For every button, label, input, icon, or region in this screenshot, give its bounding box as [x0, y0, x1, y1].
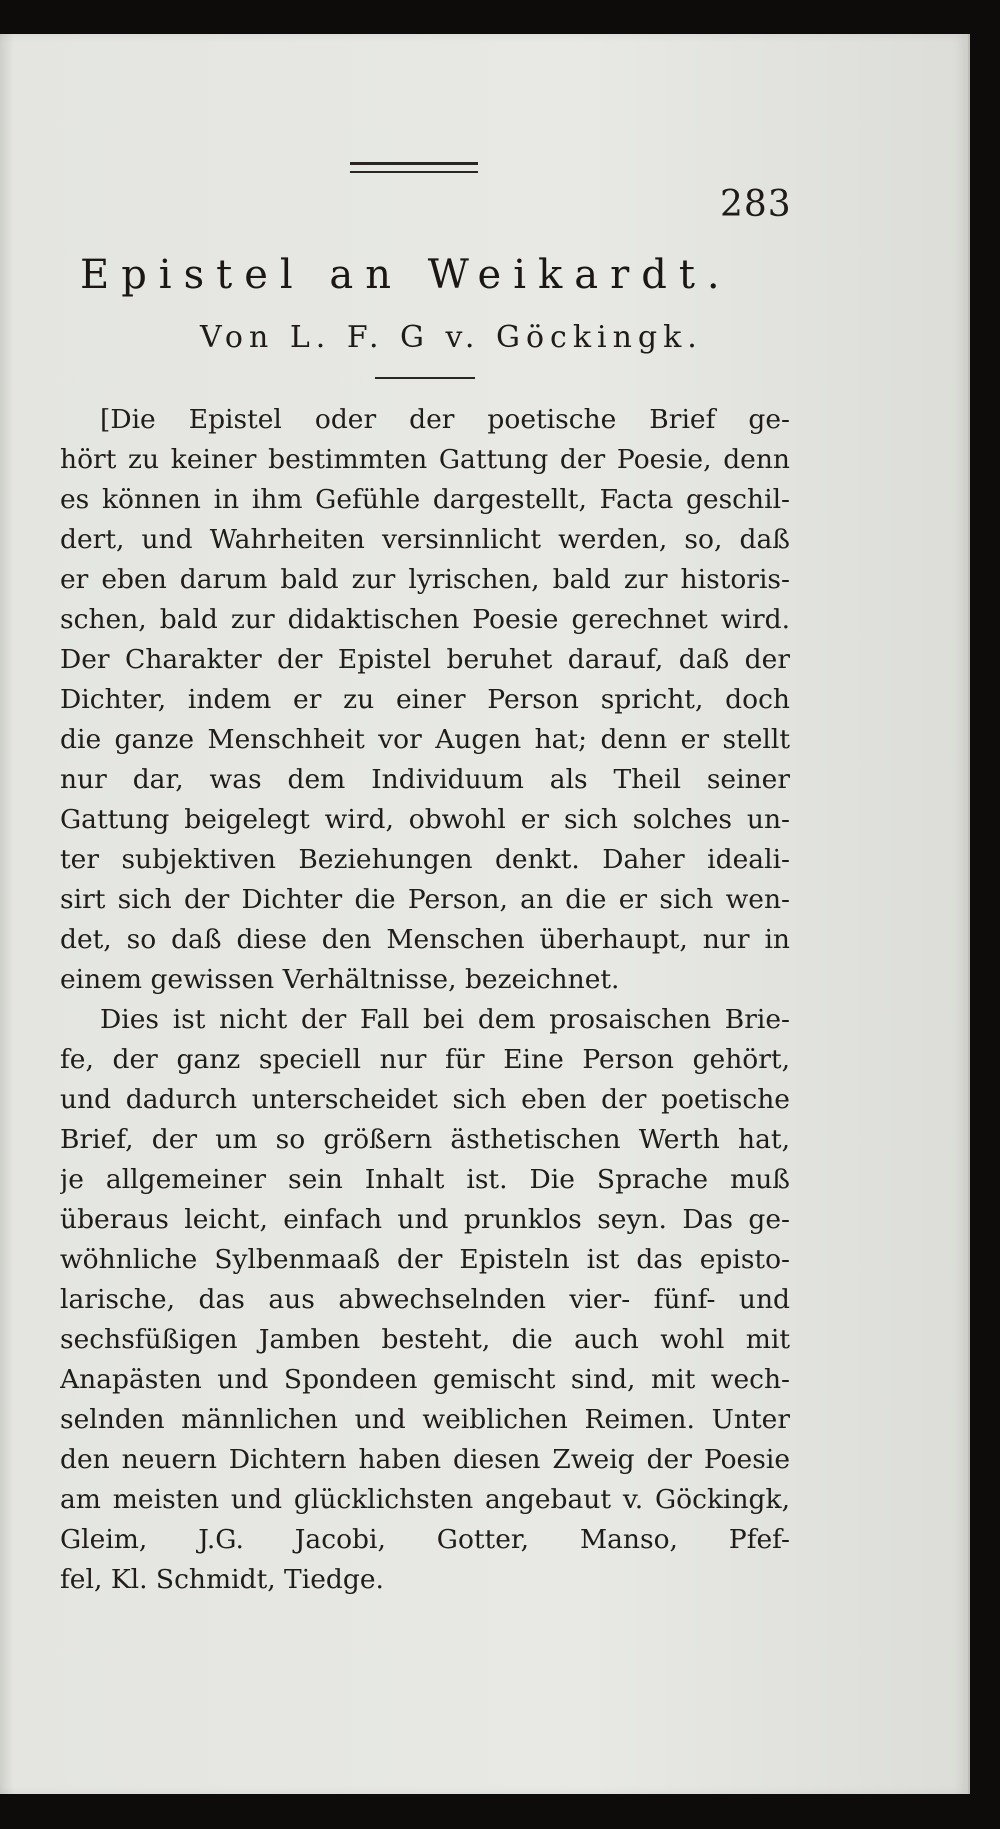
text-line: die ganze Menschheit vor Augen hat; denn er stellt [60, 724, 790, 755]
text-line: [Die Epistel oder der poetische Brief ge- [100, 404, 790, 435]
text-line: den neuern Dichtern haben diesen Zweig der Poesie [60, 1444, 790, 1475]
text-line: Gleim, J.G. Jacobi, Gotter, Manso, Pfef- [60, 1524, 790, 1555]
text-line: am meisten und glücklichsten angebaut v. Göckingk, [60, 1484, 790, 1515]
text-line: dert, und Wahrheiten versinnlicht werden, so, daß [60, 524, 790, 555]
text-line: Der Charakter der Epistel beruhet darauf, daß der [60, 644, 790, 675]
text-line: selnden männlichen und weiblichen Reimen. Unter [60, 1404, 790, 1435]
text-line: es können in ihm Gefühle dargestellt, Facta geschil- [60, 484, 790, 515]
text-line: schen, bald zur didaktischen Poesie gerechnet wird. [60, 604, 790, 635]
text-line: ter subjektiven Beziehungen denkt. Daher ideali- [60, 844, 790, 875]
text-line: fe, der ganz speciell nur für Eine Person gehört, [60, 1044, 790, 1075]
text-line: fel, Kl. Schmidt, Tiedge. [60, 1564, 384, 1595]
text-line: det, so daß diese den Menschen überhaupt, nur in [60, 924, 790, 955]
text-line: hört zu keiner bestimmten Gattung der Poesie, denn [60, 444, 790, 475]
text-line: Dies ist nicht der Fall bei dem prosaischen Brie- [100, 1004, 790, 1035]
text-line: nur dar, was dem Individuum als Theil seiner [60, 764, 790, 795]
ornamental-rule [350, 162, 478, 173]
text-line: larische, das aus abwechselnden vier- fünf- und [60, 1284, 790, 1315]
text-line: je allgemeiner sein Inhalt ist. Die Sprache muß [60, 1164, 790, 1195]
text-line: wöhnliche Sylbenmaaß der Episteln ist das episto- [60, 1244, 790, 1275]
book-page [0, 34, 970, 1794]
text-line: überaus leicht, einfach und prunklos seyn. Das ge- [60, 1204, 790, 1235]
author-byline: Von L. F. G v. Göckingk. [200, 320, 703, 355]
text-line: Dichter, indem er zu einer Person spricht, doch [60, 684, 790, 715]
text-line: sechsfüßigen Jamben besteht, die auch wohl mit [60, 1324, 790, 1355]
page-number: 283 [720, 184, 792, 225]
text-line: sirt sich der Dichter die Person, an die er sich wen- [60, 884, 790, 915]
text-line: Brief, der um so größern ästhetischen Werth hat, [60, 1124, 790, 1155]
divider [375, 377, 475, 379]
text-line: einem gewissen Verhältnisse, bezeichnet. [60, 964, 620, 995]
text-line: Anapästen und Spondeen gemischt sind, mit wech- [60, 1364, 790, 1395]
paragraph-2 [60, 1000, 790, 1600]
text-line: Gattung beigelegt wird, obwohl er sich solches un- [60, 804, 790, 835]
paragraph-1 [60, 400, 790, 1000]
page-title: Epistel an Weikardt. [80, 252, 732, 298]
text-line: und dadurch unterscheidet sich eben der poetische [60, 1084, 790, 1115]
text-line: er eben darum bald zur lyrischen, bald zur historis- [60, 564, 790, 595]
